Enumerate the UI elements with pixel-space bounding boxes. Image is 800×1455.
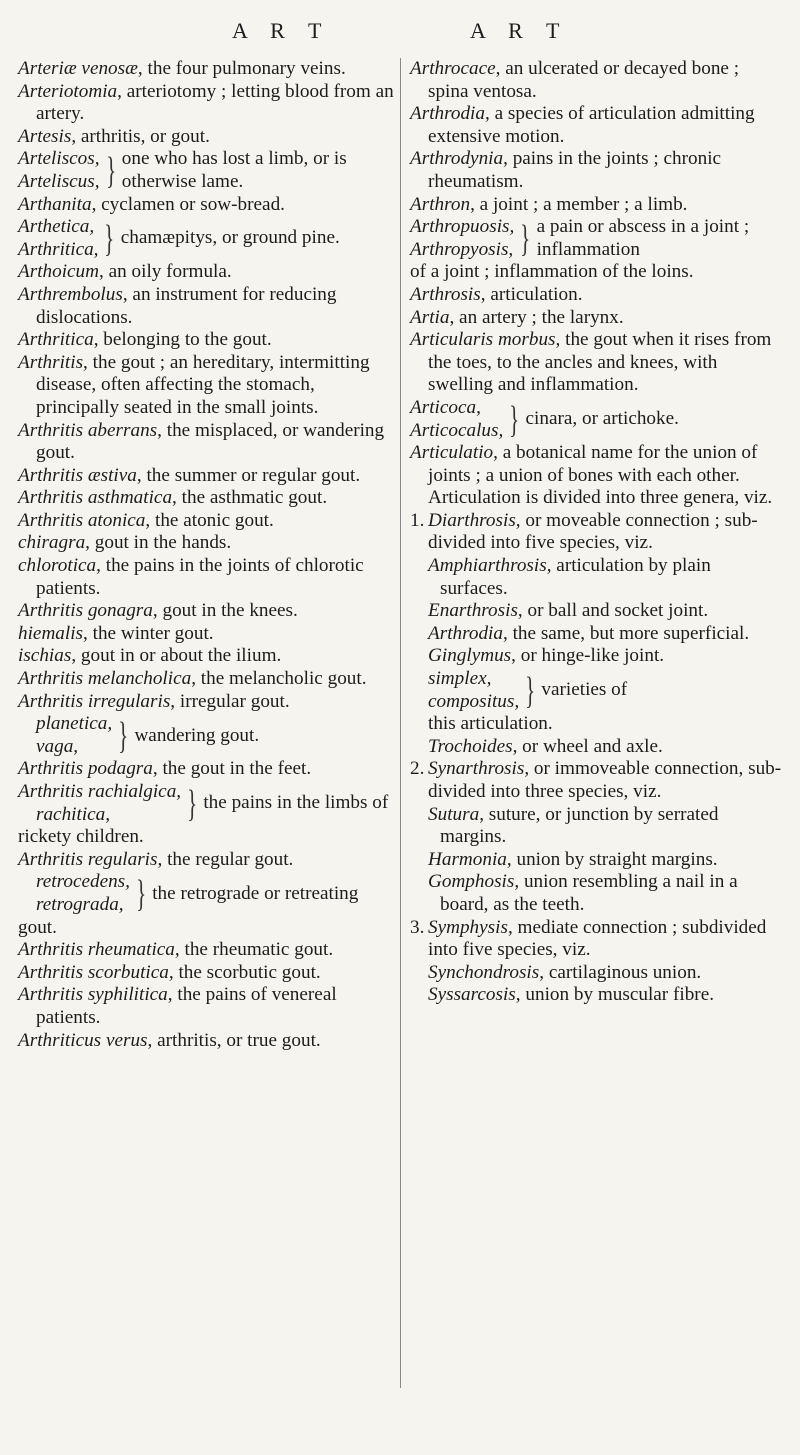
entry-term: Arteriæ venosæ: [18, 58, 138, 79]
dictionary-entry: [18, 487, 394, 510]
dictionary-entry: [410, 645, 782, 668]
brace-mark: }: [520, 217, 531, 260]
dictionary-entry: [410, 736, 782, 759]
dictionary-entry: [18, 532, 394, 555]
entry-term: Arthritis rachialgica,: [18, 781, 182, 802]
entry-term: Arthritis melancholica: [18, 668, 192, 690]
entry-definition: , arthritis, or true gout.: [147, 1029, 321, 1051]
entry-definition: , arthritis, or gout.: [71, 125, 210, 147]
entry-continuation: gout.: [18, 916, 57, 938]
dictionary-entry: [410, 58, 782, 103]
header-right: A R T: [470, 18, 569, 43]
entry-term: compositus,: [428, 690, 520, 712]
entry-term: Arthritis syphilitica: [18, 984, 168, 1006]
brace-mark: }: [104, 217, 115, 260]
dictionary-entry: [18, 261, 394, 284]
dictionary-entry: [18, 420, 394, 465]
running-header: [0, 18, 800, 48]
brace-mark: }: [187, 782, 198, 825]
bracketed-terms: [410, 397, 503, 442]
entry-term: Arthritica: [18, 329, 94, 351]
entry-definition: , arteriotomy ; letting blood from an artery.: [36, 80, 394, 125]
entry-term: vaga,: [36, 735, 79, 757]
entry-term: Arthriticus verus: [18, 1029, 148, 1051]
dictionary-entry: [18, 555, 394, 600]
dictionary-entry: [18, 758, 394, 781]
entry-term: Artia: [410, 306, 450, 328]
bracketed-terms: [18, 216, 98, 261]
entry-definition: , an oily formula.: [99, 261, 232, 283]
entry-term: Ginglymus: [428, 645, 512, 667]
entry-term: hiemalis: [18, 622, 84, 644]
entry-number: 3.: [410, 916, 425, 938]
entry-definition: , or ball and socket joint.: [517, 600, 709, 622]
right-column: [410, 58, 782, 1007]
bracketed-terms: [18, 781, 181, 826]
entry-term: Artesis: [18, 125, 72, 147]
entry-definition: the retrograde or retreating: [152, 882, 359, 904]
entry-term: retrograda,: [36, 893, 124, 915]
entry-continuation: rickety children.: [18, 826, 144, 848]
entry-term: Arthritis: [18, 351, 84, 373]
entry-term: Arthrodia: [410, 103, 485, 125]
entry-term: Arthrembolus: [18, 283, 123, 305]
bracketed-entry: [18, 781, 394, 826]
entry-term: Arthrosis: [410, 283, 481, 305]
entry-definition: , articulation.: [480, 283, 583, 305]
dictionary-entry: [18, 126, 394, 149]
entry-term: simplex,: [428, 668, 492, 690]
entry-term: Arthoicum: [18, 261, 100, 283]
entry-term: Syssarcosis: [428, 984, 516, 1006]
entry-definition: , the asthmatic gout.: [172, 487, 328, 509]
entry-term: Arthritis scorbutica: [18, 961, 169, 983]
entry-term: Arthritis regularis: [18, 848, 158, 870]
brace-mark: }: [105, 149, 116, 192]
entry-definition: , the four pulmonary veins.: [137, 58, 346, 79]
dictionary-entry: [18, 645, 394, 668]
brace-mark: }: [136, 872, 147, 915]
entry-term: Arthrodynia: [410, 148, 504, 170]
dictionary-entry: [18, 58, 394, 81]
bracketed-entry: [410, 397, 782, 442]
bracketed-terms: [18, 713, 112, 758]
dictionary-entry: [18, 668, 394, 691]
entry-definition: , gout in the knees.: [152, 600, 298, 622]
entry-term: Arthritis æstiva: [18, 464, 137, 486]
left-column: [18, 58, 394, 1052]
entry-term: Arteriotomia: [18, 80, 118, 102]
dictionary-entry: [410, 962, 782, 985]
entry-continuation: this articulation.: [428, 713, 553, 735]
bracketed-entry: [18, 148, 394, 193]
dictionary-entry: [410, 758, 782, 803]
entry-definition: , the pains of venereal patients.: [36, 984, 337, 1028]
entry-term: Arthritis rheumatica: [18, 939, 175, 961]
entry-definition: , the misplaced, or wandering gout.: [36, 419, 385, 464]
dictionary-entry: [18, 691, 394, 714]
entry-definition: , or moveable connection ; sub-divided into five species, viz.: [428, 509, 758, 554]
entry-definition: , the same, but more superficial.: [502, 622, 750, 644]
dictionary-entry: [18, 352, 394, 420]
entry-term: Sutura: [428, 803, 480, 825]
dictionary-entry: [410, 984, 782, 1007]
entry-definition: , the pains in the joints of chlorotic patients.: [36, 555, 364, 599]
entry-definition: one who has lost a limb, or is otherwise lame.: [121, 148, 347, 192]
entry-definition: , the rheumatic gout.: [174, 939, 334, 961]
entry-definition: , pains in the joints ; chronic rheumatism.: [428, 148, 722, 192]
entry-term: Arthritis aberrans: [18, 419, 158, 441]
entry-definition: , or immoveable connection, sub-divided into three species, viz.: [428, 758, 782, 802]
bracketed-entry: [410, 668, 782, 713]
entry-term: Arthritica,: [18, 238, 99, 260]
entry-definition: the pains in the limbs of: [203, 792, 389, 814]
brace-mark: }: [118, 714, 129, 757]
entry-term: Arteliscos,: [18, 148, 100, 170]
entry-term: Arthrodia: [428, 622, 503, 644]
entry-term: Arthritis asthmatica: [18, 487, 173, 509]
bracketed-terms: [410, 216, 514, 261]
dictionary-entry: [410, 329, 782, 397]
dictionary-entry: [18, 984, 394, 1029]
bracketed-terms: [410, 668, 519, 713]
entry-term: Arthron: [410, 193, 471, 215]
entry-definition: , a species of articulation admitting extensive motion.: [428, 103, 755, 147]
header-left: A R T: [232, 18, 331, 43]
entry-definition: , articulation by plain surfaces.: [440, 555, 711, 599]
entry-term: Arteliscus,: [18, 170, 100, 192]
entry-term: planetica,: [36, 713, 113, 735]
entry-term: Trochoides: [428, 735, 513, 757]
dictionary-entry: [410, 442, 782, 510]
bracketed-entry: [18, 713, 394, 758]
entry-definition: , belonging to the gout.: [93, 329, 272, 351]
entry-definition: , an ulcerated or decayed bone ; spina ventosa.: [428, 58, 740, 102]
entry-definition: , the gout when it rises from the toes, to the ancles and knees, with swelling and inflammation.: [428, 329, 772, 396]
entry-term: Arthritis atonica: [18, 509, 146, 531]
entry-term: Arthanita: [18, 193, 92, 215]
entry-definition: , gout in or about the ilium.: [71, 645, 282, 667]
dictionary-entry: [18, 465, 394, 488]
entry-term: Arthritis gonagra: [18, 600, 153, 622]
entry-term: retrocedens,: [36, 871, 130, 893]
entry-term: Arthetica,: [18, 216, 95, 238]
entry-definition: chamæpitys, or ground pine.: [120, 227, 340, 249]
entry-term: Articularis morbus: [410, 329, 556, 351]
entry-definition: , irregular gout.: [170, 690, 290, 712]
entry-term: Arthritis irregularis: [18, 690, 171, 712]
dictionary-entry: [410, 849, 782, 872]
entry-definition: , cyclamen or sow-bread.: [91, 193, 285, 215]
dictionary-entry: [410, 148, 782, 193]
entry-definition: , gout in the hands.: [85, 532, 232, 554]
entry-term: Arthropuosis,: [410, 216, 515, 238]
bracketed-terms: [18, 148, 100, 193]
entry-number: 1.: [410, 509, 425, 531]
dictionary-entry: [18, 1030, 394, 1053]
dictionary-entry: [410, 804, 782, 849]
dictionary-entry: [410, 103, 782, 148]
dictionary-entry: [18, 600, 394, 623]
dictionary-entry: [410, 284, 782, 307]
entry-number: 2.: [410, 758, 425, 780]
entry-definition: , or hinge-like joint.: [511, 645, 665, 667]
entry-term: Diarthrosis: [428, 509, 516, 531]
entry-term: Arthritis podagra: [18, 758, 153, 780]
entry-term: Arthrocace: [410, 58, 496, 79]
entry-term: Arthropyosis,: [410, 238, 514, 260]
dictionary-entry: [410, 307, 782, 330]
dictionary-entry: [18, 81, 394, 126]
entry-definition: , a botanical name for the union of joints ; a union of bones with each other. Articulation is divided into three genera, viz.: [428, 442, 773, 509]
dictionary-entry: [18, 284, 394, 329]
entry-term: chlorotica: [18, 555, 97, 577]
entry-definition: , the melancholic gout.: [191, 668, 367, 690]
entry-term: Amphiarthrosis: [428, 555, 547, 577]
entry-definition: , a joint ; a member ; a limb.: [470, 193, 688, 215]
entry-definition: , an artery ; the larynx.: [449, 306, 624, 328]
dictionary-entry: [18, 329, 394, 352]
bracketed-entry: [410, 216, 782, 261]
entry-term: chiragra: [18, 532, 86, 554]
dictionary-entry: [18, 962, 394, 985]
entry-term: Synchondrosis: [428, 961, 540, 983]
entry-definition: , the scorbutic gout.: [168, 961, 321, 983]
dictionary-entry: [18, 939, 394, 962]
dictionary-entry: [410, 623, 782, 646]
dictionary-entry: [410, 555, 782, 600]
dictionary-entry: [410, 510, 782, 555]
bracketed-entry: [18, 871, 394, 916]
entry-term: ischias: [18, 645, 72, 667]
entry-definition: , cartilaginous union.: [539, 961, 702, 983]
entry-term: Harmonia: [428, 848, 507, 870]
dictionary-entry: [18, 849, 394, 872]
dictionary-entry: [410, 917, 782, 962]
entry-definition: varieties of: [541, 679, 628, 701]
entry-definition: , mediate connection ; subdivided into five species, viz.: [428, 916, 767, 961]
dictionary-entry: [18, 510, 394, 533]
bracketed-terms: [18, 871, 130, 916]
entry-definition: , the winter gout.: [83, 622, 214, 644]
entry-definition: , suture, or junction by serrated margins.: [440, 803, 719, 848]
entry-definition: , the regular gout.: [157, 848, 294, 870]
dictionary-entry: [18, 623, 394, 646]
entry-term: Articulatio: [410, 442, 494, 464]
dictionary-entry: [410, 600, 782, 623]
entry-term: Gomphosis: [428, 871, 515, 893]
entry-definition: , or wheel and axle.: [512, 735, 663, 757]
entry-continuation: of a joint ; inflammation of the loins.: [410, 261, 694, 283]
column-divider: [400, 58, 401, 1388]
dictionary-entry: [18, 194, 394, 217]
entry-term: Articocalus,: [410, 419, 504, 441]
entry-definition: , the atonic gout.: [145, 509, 274, 531]
entry-definition: cinara, or artichoke.: [525, 408, 679, 430]
brace-mark: }: [509, 398, 520, 441]
entry-definition: , an instrument for reducing dislocations.: [36, 283, 337, 328]
dictionary-entry: [410, 194, 782, 217]
entry-term: rachitica,: [36, 803, 111, 825]
entry-definition: , union resembling a nail in a board, as the teeth.: [440, 871, 738, 915]
entry-definition: , the gout ; an hereditary, intermitting disease, often affecting the stomach, principally seated in the small joints.: [36, 351, 370, 418]
entry-definition: , union by muscular fibre.: [515, 984, 715, 1006]
entry-term: Articoca,: [410, 396, 481, 418]
entry-term: Symphysis: [428, 916, 508, 938]
bracketed-entry: [18, 216, 394, 261]
entry-definition: , the gout in the feet.: [152, 758, 312, 780]
entry-term: Enarthrosis: [428, 600, 518, 622]
entry-definition: , union by straight margins.: [506, 848, 718, 870]
entry-definition: wandering gout.: [134, 724, 260, 746]
entry-definition: , the summer or regular gout.: [136, 464, 361, 486]
dictionary-entry: [410, 871, 782, 916]
brace-mark: }: [525, 669, 536, 712]
entry-term: Synarthrosis: [428, 758, 525, 780]
entry-definition: a pain or abscess in a joint ; inflammation: [536, 216, 750, 260]
